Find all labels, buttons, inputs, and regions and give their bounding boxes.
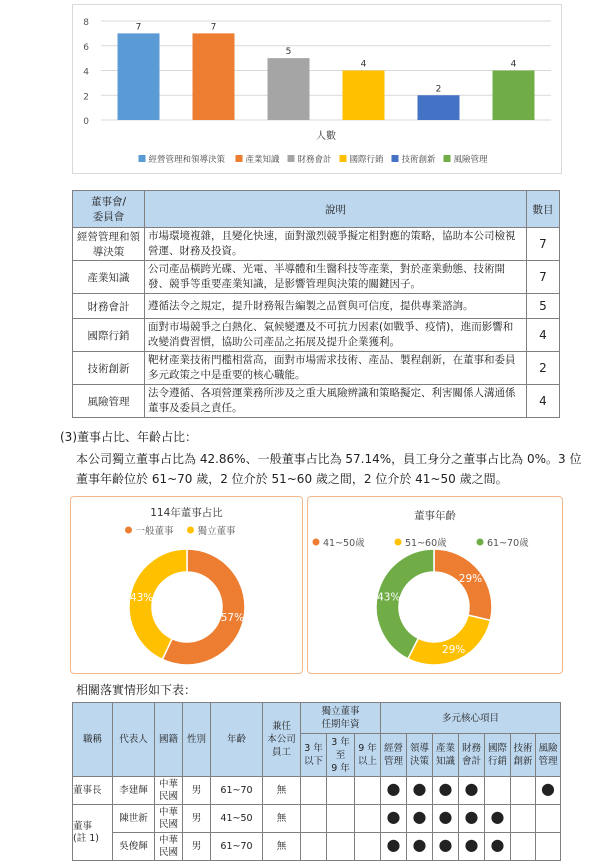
check-dot-icon: ●	[490, 807, 505, 826]
legend-label: 財務會計	[297, 155, 332, 165]
slice-value-label: 29%	[441, 644, 466, 657]
cell-nation: 中華 民國	[155, 833, 183, 861]
check-dot-icon: ●	[438, 835, 453, 854]
cell-diversity	[433, 777, 459, 805]
cell-role: 董事 (註 1)	[73, 805, 113, 861]
legend-label: 獨立董事	[197, 526, 236, 537]
table-row	[73, 385, 560, 418]
director-ratio-svg	[71, 497, 302, 673]
header-tenure: 獨立董事 任期年資	[301, 703, 381, 734]
header-div-finance: 財務 會計	[459, 734, 485, 777]
skill-desc: 市場環境複雜，且變化快速，面對激烈競爭擬定相對應的策略，協助本公司檢視營運、財務及投資。	[145, 228, 527, 261]
cell-diversity	[536, 805, 561, 833]
detail-intro: 相關落實情形如下表：	[76, 683, 197, 697]
header-rep: 代表人	[113, 703, 155, 777]
table-row	[73, 352, 560, 385]
section-heading: (3)董事占比、年齡占比：	[60, 430, 197, 444]
cell-rep: 李建輝	[113, 777, 155, 805]
legend-swatch	[477, 539, 484, 546]
legend-label: 技術創新	[401, 155, 436, 165]
cell-rep: 陳世新	[113, 805, 155, 833]
check-dot-icon: ●	[386, 779, 401, 798]
check-dot-icon: ●	[386, 807, 401, 826]
header-age: 年齡	[211, 703, 263, 777]
section-text-line2: 董事年齡位於 61~70 歲，2 位介於 51~60 歲之間，2 位介於 41~50 歲之間。	[76, 472, 508, 486]
check-dot-icon: ●	[464, 779, 479, 798]
slice-value-label: 29%	[458, 573, 483, 586]
skill-count: 5	[527, 294, 560, 319]
skill-name: 國際行銷	[73, 319, 145, 352]
bar-value-label: 4	[360, 59, 367, 70]
cell-tenure-empty	[301, 777, 327, 805]
cell-tenure-empty	[355, 833, 381, 861]
skill-desc: 靶材產業技術門檻相當高，面對市場需求技術、產品、製程創新，在董事和委員多元政策之中是重要的核心職能。	[145, 352, 527, 385]
bar	[268, 58, 310, 120]
legend-label: 一般董事	[135, 526, 174, 537]
bar-legend	[139, 154, 489, 165]
diversity-detail-table	[72, 702, 561, 861]
check-dot-icon: ●	[464, 807, 479, 826]
legend-label: 41~50歲	[323, 538, 365, 549]
y-tick-label: 2	[83, 92, 89, 103]
cell-diversity	[485, 833, 511, 861]
table-row	[73, 228, 560, 261]
header-div-tech: 技術 創新	[511, 734, 536, 777]
header-gender: 性別	[183, 703, 211, 777]
cell-gender: 男	[183, 805, 211, 833]
skill-desc: 法令遵循、各項營運業務所涉及之重大風險辨識和策略擬定、利害關係人溝通係董事及委員之責任。	[145, 385, 527, 418]
legend-label: 國際行銷	[349, 155, 384, 165]
donut-title: 114年董事占比	[150, 507, 223, 519]
legend-swatch	[139, 155, 146, 162]
table-row	[73, 777, 561, 805]
cell-diversity	[511, 833, 536, 861]
legend-swatch	[444, 155, 451, 162]
skill-name: 財務會計	[73, 294, 145, 319]
cell-tenure-empty	[327, 833, 355, 861]
legend-swatch	[236, 155, 243, 162]
cell-employee: 無	[263, 777, 301, 805]
cell-tenure-empty	[301, 805, 327, 833]
header-description: 說明	[145, 191, 527, 228]
skill-name: 產業知識	[73, 261, 145, 294]
skill-count: 4	[527, 385, 560, 418]
header-div-risk: 風險 管理	[536, 734, 561, 777]
bar	[343, 71, 385, 121]
legend-label: 51~60歲	[405, 538, 447, 549]
legend-label: 風險管理	[453, 155, 488, 165]
cell-tenure-empty	[301, 833, 327, 861]
bar-value-label: 7	[210, 22, 217, 33]
header-tenure-over9: 9 年 以上	[355, 734, 381, 777]
check-dot-icon: ●	[490, 835, 505, 854]
header-count: 數目	[527, 191, 560, 228]
table-row	[73, 805, 561, 833]
skill-desc: 遵循法令之規定，提升財務報告編製之品質與可信度，提供專業諮詢。	[145, 294, 527, 319]
cell-diversity	[536, 777, 561, 805]
cell-diversity	[407, 777, 433, 805]
detail-body	[73, 777, 561, 861]
skill-name: 風險管理	[73, 385, 145, 418]
y-tick-label: 4	[83, 67, 89, 78]
table-row	[73, 294, 560, 319]
skill-name: 技術創新	[73, 352, 145, 385]
cell-diversity	[485, 805, 511, 833]
cell-diversity	[381, 833, 407, 861]
cell-diversity	[459, 833, 485, 861]
cell-gender: 男	[183, 833, 211, 861]
bar	[193, 33, 235, 120]
cell-age: 61~70	[211, 833, 263, 861]
header-nation: 國籍	[155, 703, 183, 777]
bar-value-label: 4	[510, 59, 517, 70]
header-div-leadership: 領導 決策	[407, 734, 433, 777]
header-div-management: 經營 管理	[381, 734, 407, 777]
table-row	[73, 833, 561, 861]
bar	[493, 71, 535, 121]
header-employee: 兼任 本公司 員工	[263, 703, 301, 777]
check-dot-icon: ●	[412, 835, 427, 854]
cell-diversity	[381, 777, 407, 805]
y-tick-label: 6	[83, 42, 89, 53]
legend-swatch	[313, 539, 320, 546]
skill-count: 7	[527, 261, 560, 294]
skills-table	[72, 190, 560, 418]
check-dot-icon: ●	[438, 807, 453, 826]
bar-value-label: 2	[435, 84, 442, 95]
header-committee: 董事會/ 委員會	[73, 191, 145, 228]
header-role: 職稱	[73, 703, 113, 777]
cell-age: 41~50	[211, 805, 263, 833]
cell-diversity	[433, 833, 459, 861]
legend-swatch	[288, 155, 295, 162]
slice-value-label: 43%	[377, 591, 401, 604]
cell-tenure-empty	[355, 777, 381, 805]
director-age-chart	[307, 496, 563, 674]
bar-chart-svg	[73, 5, 561, 173]
cell-diversity	[407, 833, 433, 861]
legend-label: 經營管理和領導決策	[148, 155, 226, 165]
legend-swatch	[392, 155, 399, 162]
bar	[118, 33, 160, 120]
cell-diversity	[511, 805, 536, 833]
cell-diversity	[485, 777, 511, 805]
y-tick-label: 8	[83, 18, 89, 28]
check-dot-icon: ●	[541, 779, 556, 798]
header-tenure-under3: 3 年 以下	[301, 734, 327, 777]
skill-desc: 面對市場競爭之白熱化、氣候變遷及不可抗力因素(如戰爭、疫情)，進而影響和改變消費習慣，協助公司產品之拓展及提升企業獲利。	[145, 319, 527, 352]
check-dot-icon: ●	[438, 779, 453, 798]
skill-count: 2	[527, 352, 560, 385]
skill-desc: 公司產品橫跨光碟、光電、半導體和生醫科技等產業，對於產業動態、技術開發、競爭等重要產業知識，是影響管理與決策的關鍵因子。	[145, 261, 527, 294]
skill-count: 4	[527, 319, 560, 352]
legend-label: 61~70歲	[487, 538, 529, 549]
section-text-line1: 本公司獨立董事占比為 42.86%、一般董事占比為 57.14%，員工身分之董事占比為 0%。3 位	[76, 452, 582, 466]
cell-diversity	[536, 833, 561, 861]
cell-role: 董事長	[73, 777, 113, 805]
header-tenure-3to9: 3 年 至 9 年	[327, 734, 355, 777]
check-dot-icon: ●	[464, 835, 479, 854]
legend-swatch	[395, 539, 402, 546]
x-axis-label: 人數	[316, 131, 336, 142]
cell-nation: 中華 民國	[155, 777, 183, 805]
donut-slice	[408, 615, 491, 665]
legend-swatch	[125, 527, 132, 534]
table-row	[73, 261, 560, 294]
cell-tenure-empty	[327, 777, 355, 805]
donut-title: 董事年齡	[414, 510, 456, 522]
cell-diversity	[407, 805, 433, 833]
skill-name: 經營管理和領導決策	[73, 228, 145, 261]
skill-count: 7	[527, 228, 560, 261]
header-div-industry: 產業 知識	[433, 734, 459, 777]
cell-diversity	[459, 777, 485, 805]
cell-employee: 無	[263, 805, 301, 833]
cell-tenure-empty	[327, 805, 355, 833]
director-ratio-chart	[70, 496, 303, 674]
slice-value-label: 43%	[129, 591, 154, 604]
bar-value-label: 7	[135, 22, 142, 33]
bar	[418, 95, 460, 120]
cell-rep: 吳俊輝	[113, 833, 155, 861]
cell-tenure-empty	[355, 805, 381, 833]
check-dot-icon: ●	[412, 807, 427, 826]
legend-label: 產業知識	[245, 155, 280, 165]
cell-employee: 無	[263, 833, 301, 861]
slice-value-label: 57%	[220, 612, 245, 625]
cell-gender: 男	[183, 777, 211, 805]
legend-swatch	[340, 155, 347, 162]
bar-value-label: 5	[285, 47, 292, 58]
director-age-svg	[308, 497, 562, 673]
cell-age: 61~70	[211, 777, 263, 805]
check-dot-icon: ●	[412, 779, 427, 798]
cell-diversity	[511, 777, 536, 805]
skills-bar-chart	[72, 4, 562, 174]
legend-swatch	[187, 527, 194, 534]
header-div-marketing: 國際 行銷	[485, 734, 511, 777]
cell-diversity	[459, 805, 485, 833]
table-row	[73, 319, 560, 352]
cell-diversity	[433, 805, 459, 833]
y-tick-label: 0	[83, 117, 89, 127]
check-dot-icon: ●	[386, 835, 401, 854]
header-diversity: 多元核心項目	[381, 703, 561, 734]
cell-nation: 中華 民國	[155, 805, 183, 833]
cell-diversity	[381, 805, 407, 833]
